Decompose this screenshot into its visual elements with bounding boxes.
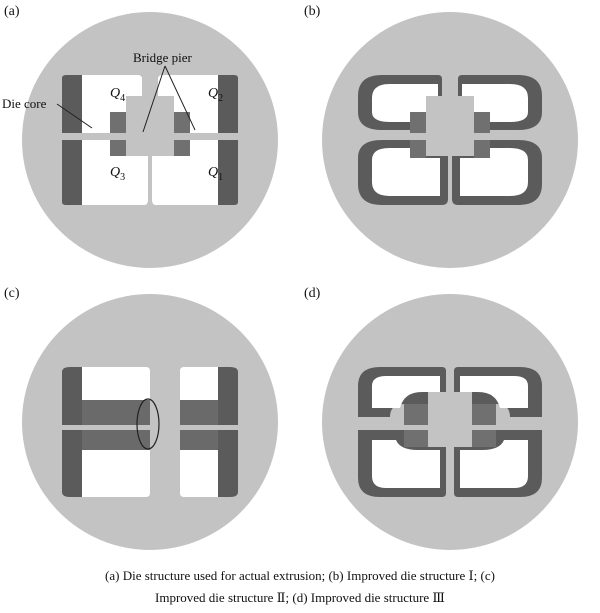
- panel-c: [0, 282, 300, 562]
- q-symbol: Q: [110, 86, 121, 101]
- panel-a: [0, 0, 300, 280]
- panel-b: [300, 0, 600, 280]
- panel-label-b: (b): [304, 4, 321, 19]
- panel-label-d: (d): [304, 286, 321, 301]
- q-symbol: Q: [208, 165, 219, 180]
- q4-subscript: 4: [120, 92, 126, 104]
- q-symbol: Q: [208, 86, 219, 101]
- die-structure-c: [0, 282, 300, 562]
- die-structure-d: [300, 282, 600, 562]
- q-symbol: Q: [110, 165, 121, 180]
- q3-label: [110, 165, 125, 183]
- caption-line-1: (a) Die structure used for actual extrusion; (b) Improved die structure Ⅰ; (c): [105, 568, 495, 583]
- q2-label: [208, 86, 223, 104]
- panel-d: [300, 282, 600, 562]
- panel-label-c: (c): [4, 286, 20, 301]
- bridge-pier-label: Bridge pier: [133, 50, 192, 65]
- figure-caption: [0, 565, 600, 609]
- q3-subscript: 3: [120, 171, 126, 183]
- q4-label: [110, 86, 125, 104]
- die-structure-b: [300, 0, 600, 280]
- q1-label: [208, 165, 223, 183]
- die-structure-a: [0, 0, 300, 280]
- die-core-label: Die core: [2, 96, 47, 111]
- panel-label-a: (a): [4, 4, 20, 19]
- caption-line-2: Improved die structure Ⅱ; (d) Improved die structure Ⅲ: [155, 590, 445, 605]
- q2-subscript: 2: [218, 92, 224, 104]
- q1-subscript: 1: [218, 171, 224, 183]
